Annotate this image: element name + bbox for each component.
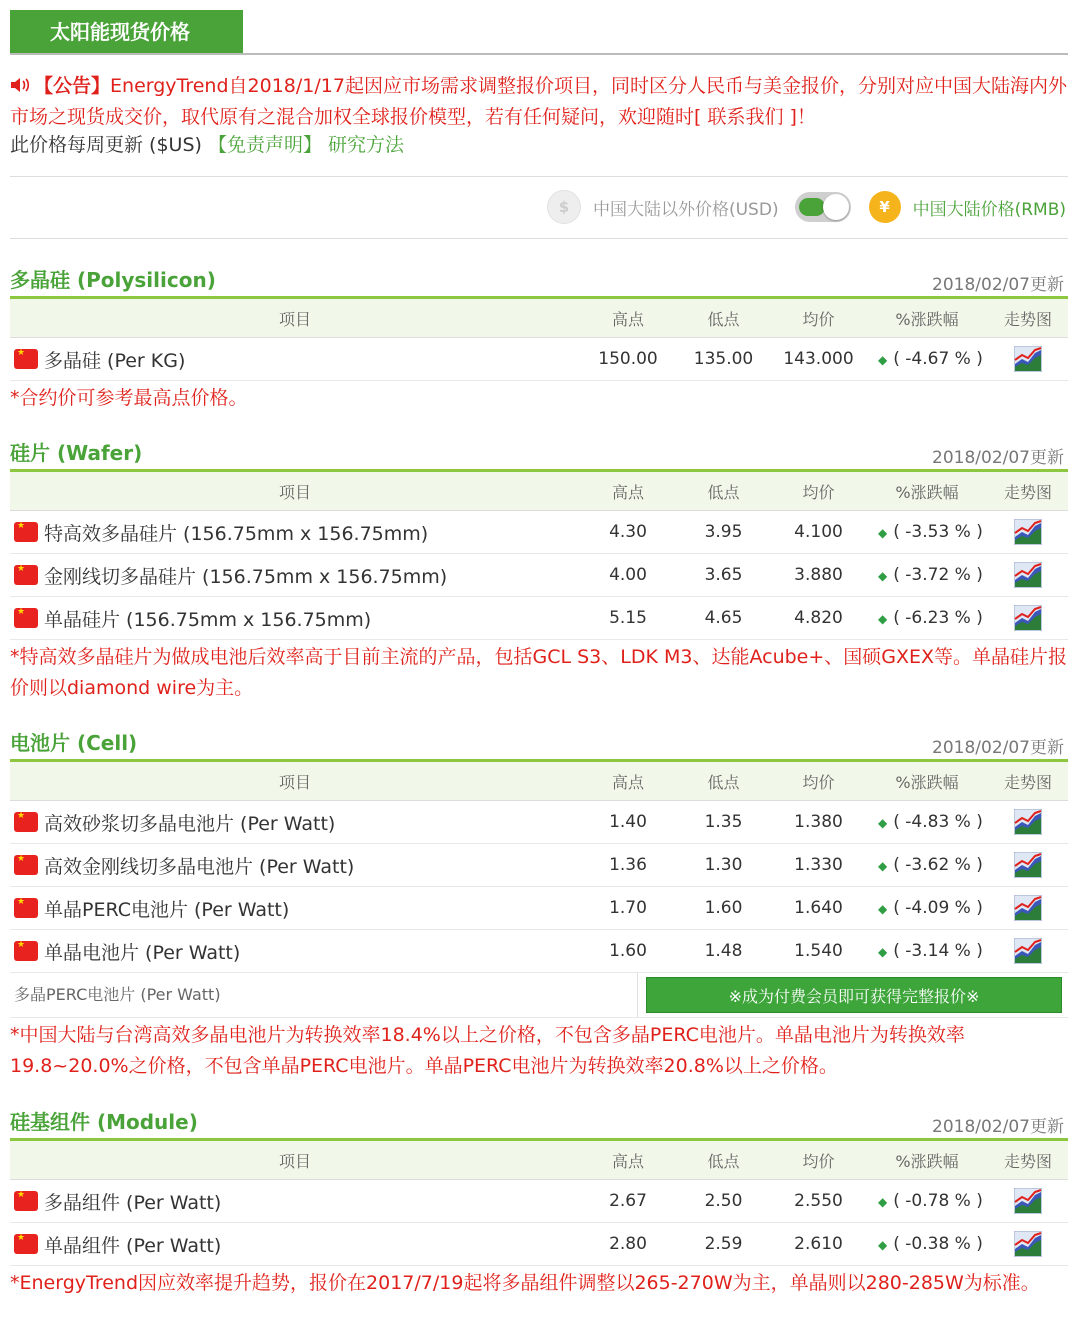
item-name: 单晶硅片 (156.75mm x 156.75mm) bbox=[44, 608, 372, 631]
trend-chart-icon[interactable] bbox=[1014, 895, 1042, 921]
trend-chart-icon[interactable] bbox=[1014, 1231, 1042, 1257]
col-item: 项目 bbox=[10, 1141, 580, 1180]
item-cell bbox=[10, 1223, 580, 1266]
item-name: 特高效多晶硅片 (156.75mm x 156.75mm) bbox=[44, 522, 429, 545]
divider bbox=[10, 238, 1068, 239]
item-name: 多晶组件 (Per Watt) bbox=[44, 1191, 222, 1214]
announcement-tag: 【公告】 bbox=[34, 75, 111, 97]
tab-underline bbox=[10, 53, 1068, 55]
high-value: 1.70 bbox=[580, 887, 676, 930]
page-title-tab: 太阳能现货价格 bbox=[10, 10, 243, 54]
change-cell bbox=[866, 844, 988, 887]
col-avg: 均价 bbox=[771, 472, 866, 511]
low-value: 135.00 bbox=[676, 338, 771, 381]
avg-value: 4.100 bbox=[771, 511, 866, 554]
china-flag-icon bbox=[14, 565, 38, 585]
high-value: 2.67 bbox=[580, 1180, 676, 1223]
price-table bbox=[10, 762, 1068, 973]
low-value: 3.65 bbox=[676, 554, 771, 597]
trend-chart-icon[interactable] bbox=[1014, 346, 1042, 372]
item-name: 金刚线切多晶硅片 (156.75mm x 156.75mm) bbox=[44, 565, 448, 588]
trend-chart-icon[interactable] bbox=[1014, 852, 1042, 878]
section-note: *中国大陆与台湾高效多晶电池片为转换效率18.4%以上之价格，不包含多晶PERC电池片。单晶电池片为转换效率19.8~20.0%之价格，不包含单晶PERC电池片。单晶PERC电池片为转换效率20.8%以上之价格。 bbox=[10, 1024, 965, 1077]
rmb-price-label[interactable]: 中国大陆价格(RMB) bbox=[912, 199, 1066, 220]
col-high: 高点 bbox=[580, 299, 676, 338]
rmb-coin-icon: ¥ bbox=[869, 191, 901, 223]
item-name: 高效砂浆切多晶电池片 (Per Watt) bbox=[44, 812, 336, 835]
col-trend: 走势图 bbox=[988, 762, 1068, 801]
section-note: *EnergyTrend因应效率提升趋势，报价在2017/7/19起将多晶组件调整以265-270W为主，单晶则以280-285W为标准。 bbox=[10, 1272, 1040, 1294]
change-cell bbox=[866, 338, 988, 381]
down-arrow-icon: ◆ bbox=[878, 569, 888, 583]
section-title: 硅基组件 (Module) bbox=[10, 1110, 198, 1134]
low-value: 1.48 bbox=[676, 930, 771, 973]
trend-chart-icon[interactable] bbox=[1014, 809, 1042, 835]
down-arrow-icon: ◆ bbox=[878, 612, 888, 626]
methodology-link[interactable]: 研究方法 bbox=[328, 134, 405, 156]
avg-value: 3.880 bbox=[771, 554, 866, 597]
down-arrow-icon: ◆ bbox=[878, 902, 888, 916]
section-update-date: 2018/02/07更新 bbox=[932, 1117, 1064, 1137]
col-trend: 走势图 bbox=[988, 472, 1068, 511]
change-cell bbox=[866, 887, 988, 930]
trend-cell bbox=[988, 1223, 1068, 1266]
avg-value: 2.550 bbox=[771, 1180, 866, 1223]
table-row bbox=[10, 511, 1068, 554]
table-header-row bbox=[10, 299, 1068, 338]
change-value: ( -3.72 % ) bbox=[893, 565, 983, 585]
change-value: ( -4.83 % ) bbox=[893, 812, 983, 832]
item-cell bbox=[10, 338, 580, 381]
item-cell bbox=[10, 554, 580, 597]
table-row bbox=[10, 554, 1068, 597]
china-flag-icon bbox=[14, 855, 38, 875]
col-high: 高点 bbox=[580, 762, 676, 801]
down-arrow-icon: ◆ bbox=[878, 526, 888, 540]
down-arrow-icon: ◆ bbox=[878, 816, 888, 830]
change-cell bbox=[866, 554, 988, 597]
avg-value: 2.610 bbox=[771, 1223, 866, 1266]
change-value: ( -4.09 % ) bbox=[893, 898, 983, 918]
down-arrow-icon: ◆ bbox=[878, 353, 888, 367]
item-name: 多晶硅 (Per KG) bbox=[44, 349, 186, 372]
update-frequency bbox=[10, 130, 404, 157]
china-flag-icon bbox=[14, 1191, 38, 1211]
down-arrow-icon: ◆ bbox=[878, 859, 888, 873]
item-cell bbox=[10, 597, 580, 640]
col-high: 高点 bbox=[580, 1141, 676, 1180]
high-value: 1.40 bbox=[580, 801, 676, 844]
table-row bbox=[10, 1180, 1068, 1223]
section-note: *合约价可参考最高点价格。 bbox=[10, 387, 248, 409]
col-change: %涨跌幅 bbox=[866, 472, 988, 511]
change-value: ( -3.62 % ) bbox=[893, 855, 983, 875]
trend-cell bbox=[988, 887, 1068, 930]
price-section bbox=[10, 435, 1068, 706]
trend-chart-icon[interactable] bbox=[1014, 562, 1042, 588]
price-table bbox=[10, 472, 1068, 640]
price-table bbox=[10, 299, 1068, 381]
currency-toggle bbox=[547, 186, 1066, 228]
item-cell bbox=[10, 511, 580, 554]
table-header-row bbox=[10, 1141, 1068, 1180]
low-value: 4.65 bbox=[676, 597, 771, 640]
section-title: 硅片 (Wafer) bbox=[10, 441, 143, 465]
col-avg: 均价 bbox=[771, 762, 866, 801]
china-flag-icon bbox=[14, 522, 38, 542]
col-trend: 走势图 bbox=[988, 299, 1068, 338]
avg-value: 1.380 bbox=[771, 801, 866, 844]
avg-value: 1.540 bbox=[771, 930, 866, 973]
usd-coin-icon: $ bbox=[547, 190, 581, 224]
col-item: 项目 bbox=[10, 299, 580, 338]
usd-price-label[interactable]: 中国大陆以外价格(USD) bbox=[592, 199, 779, 220]
change-value: ( -0.38 % ) bbox=[893, 1234, 983, 1254]
trend-cell bbox=[988, 511, 1068, 554]
disclaimer-link[interactable]: 【免责声明】 bbox=[207, 134, 322, 156]
trend-cell bbox=[988, 930, 1068, 973]
section-title: 多晶硅 (Polysilicon) bbox=[10, 268, 216, 292]
high-value: 150.00 bbox=[580, 338, 676, 381]
section-header bbox=[10, 262, 1068, 295]
item-cell bbox=[10, 887, 580, 930]
china-flag-icon bbox=[14, 941, 38, 961]
china-flag-icon bbox=[14, 349, 38, 369]
price-section bbox=[10, 725, 1068, 1084]
switch-knob bbox=[823, 194, 849, 220]
section-header bbox=[10, 725, 1068, 758]
change-value: ( -4.67 % ) bbox=[893, 349, 983, 369]
section-header bbox=[10, 435, 1068, 468]
col-high: 高点 bbox=[580, 472, 676, 511]
trend-cell bbox=[988, 801, 1068, 844]
section-update-date: 2018/02/07更新 bbox=[932, 448, 1064, 468]
col-change: %涨跌幅 bbox=[866, 762, 988, 801]
price-table bbox=[10, 1141, 1068, 1266]
avg-value: 1.330 bbox=[771, 844, 866, 887]
change-cell bbox=[866, 597, 988, 640]
item-cell bbox=[10, 801, 580, 844]
high-value: 2.80 bbox=[580, 1223, 676, 1266]
down-arrow-icon: ◆ bbox=[878, 1238, 888, 1252]
switch-track-fill bbox=[799, 198, 825, 216]
china-flag-icon bbox=[14, 898, 38, 918]
col-avg: 均价 bbox=[771, 299, 866, 338]
change-cell bbox=[866, 930, 988, 973]
item-name: 单晶电池片 (Per Watt) bbox=[44, 941, 241, 964]
trend-cell bbox=[988, 597, 1068, 640]
price-section bbox=[10, 262, 1068, 416]
high-value: 4.00 bbox=[580, 554, 676, 597]
col-item: 项目 bbox=[10, 472, 580, 511]
update-text: 此价格每周更新 ($US) bbox=[10, 134, 202, 156]
trend-cell bbox=[988, 844, 1068, 887]
table-row bbox=[10, 887, 1068, 930]
trend-cell bbox=[988, 1180, 1068, 1223]
announcement-text: EnergyTrend自2018/1/17起因应市场需求调整报价项目，同时区分人民币与美金报价，分别对应中国大陆海内外市场之现货成交价，取代原有之混合加权全球报价模型，若有任何疑问，欢迎随时[ 联系我们 ]！ bbox=[10, 75, 1067, 128]
col-item: 项目 bbox=[10, 762, 580, 801]
section-title: 电池片 (Cell) bbox=[10, 731, 138, 755]
col-change: %涨跌幅 bbox=[866, 1141, 988, 1180]
trend-cell bbox=[988, 338, 1068, 381]
divider bbox=[10, 176, 1068, 177]
trend-chart-icon[interactable] bbox=[1014, 1188, 1042, 1214]
col-low: 低点 bbox=[676, 299, 771, 338]
table-row bbox=[10, 338, 1068, 381]
trend-chart-icon[interactable] bbox=[1014, 519, 1042, 545]
high-value: 1.60 bbox=[580, 930, 676, 973]
change-cell bbox=[866, 511, 988, 554]
low-value: 3.95 bbox=[676, 511, 771, 554]
change-value: ( -0.78 % ) bbox=[893, 1191, 983, 1211]
col-low: 低点 bbox=[676, 472, 771, 511]
low-value: 1.60 bbox=[676, 887, 771, 930]
trend-chart-icon[interactable] bbox=[1014, 605, 1042, 631]
change-value: ( -3.53 % ) bbox=[893, 522, 983, 542]
col-low: 低点 bbox=[676, 1141, 771, 1180]
change-cell bbox=[866, 1180, 988, 1223]
locked-item-label: 多晶PERC电池片 (Per Watt) bbox=[10, 973, 638, 1017]
avg-value: 143.000 bbox=[771, 338, 866, 381]
table-row bbox=[10, 801, 1068, 844]
section-note: *特高效多晶硅片为做成电池后效率高于目前主流的产品，包括GCL S3、LDK M3、达能Acube+、国硕GXEX等。单晶硅片报价则以diamond wire为主。 bbox=[10, 646, 1068, 699]
high-value: 4.30 bbox=[580, 511, 676, 554]
table-row bbox=[10, 930, 1068, 973]
item-name: 高效金刚线切多晶电池片 (Per Watt) bbox=[44, 855, 355, 878]
change-value: ( -6.23 % ) bbox=[893, 608, 983, 628]
item-name: 单晶PERC电池片 (Per Watt) bbox=[44, 898, 290, 921]
avg-value: 1.640 bbox=[771, 887, 866, 930]
table-header-row bbox=[10, 472, 1068, 511]
avg-value: 4.820 bbox=[771, 597, 866, 640]
speaker-icon bbox=[10, 77, 32, 93]
col-change: %涨跌幅 bbox=[866, 299, 988, 338]
col-low: 低点 bbox=[676, 762, 771, 801]
become-member-button[interactable]: ※成为付费会员即可获得完整报价※ bbox=[646, 977, 1062, 1013]
item-cell bbox=[10, 1180, 580, 1223]
down-arrow-icon: ◆ bbox=[878, 945, 888, 959]
table-row bbox=[10, 844, 1068, 887]
trend-cell bbox=[988, 554, 1068, 597]
low-value: 2.59 bbox=[676, 1223, 771, 1266]
china-flag-icon bbox=[14, 812, 38, 832]
table-row bbox=[10, 1223, 1068, 1266]
currency-switch[interactable] bbox=[795, 192, 851, 222]
change-cell bbox=[866, 1223, 988, 1266]
table-row bbox=[10, 597, 1068, 640]
trend-chart-icon[interactable] bbox=[1014, 938, 1042, 964]
announcement bbox=[10, 71, 1068, 133]
col-trend: 走势图 bbox=[988, 1141, 1068, 1180]
china-flag-icon bbox=[14, 608, 38, 628]
low-value: 1.30 bbox=[676, 844, 771, 887]
high-value: 5.15 bbox=[580, 597, 676, 640]
section-header bbox=[10, 1104, 1068, 1137]
section-update-date: 2018/02/07更新 bbox=[932, 738, 1064, 758]
table-header-row bbox=[10, 762, 1068, 801]
high-value: 1.36 bbox=[580, 844, 676, 887]
low-value: 1.35 bbox=[676, 801, 771, 844]
china-flag-icon bbox=[14, 1234, 38, 1254]
price-section bbox=[10, 1104, 1068, 1301]
col-avg: 均价 bbox=[771, 1141, 866, 1180]
change-value: ( -3.14 % ) bbox=[893, 941, 983, 961]
low-value: 2.50 bbox=[676, 1180, 771, 1223]
item-cell bbox=[10, 930, 580, 973]
change-cell bbox=[866, 801, 988, 844]
down-arrow-icon: ◆ bbox=[878, 1195, 888, 1209]
item-name: 单晶组件 (Per Watt) bbox=[44, 1234, 222, 1257]
section-update-date: 2018/02/07更新 bbox=[932, 275, 1064, 295]
item-cell bbox=[10, 844, 580, 887]
locked-row bbox=[10, 973, 1068, 1018]
